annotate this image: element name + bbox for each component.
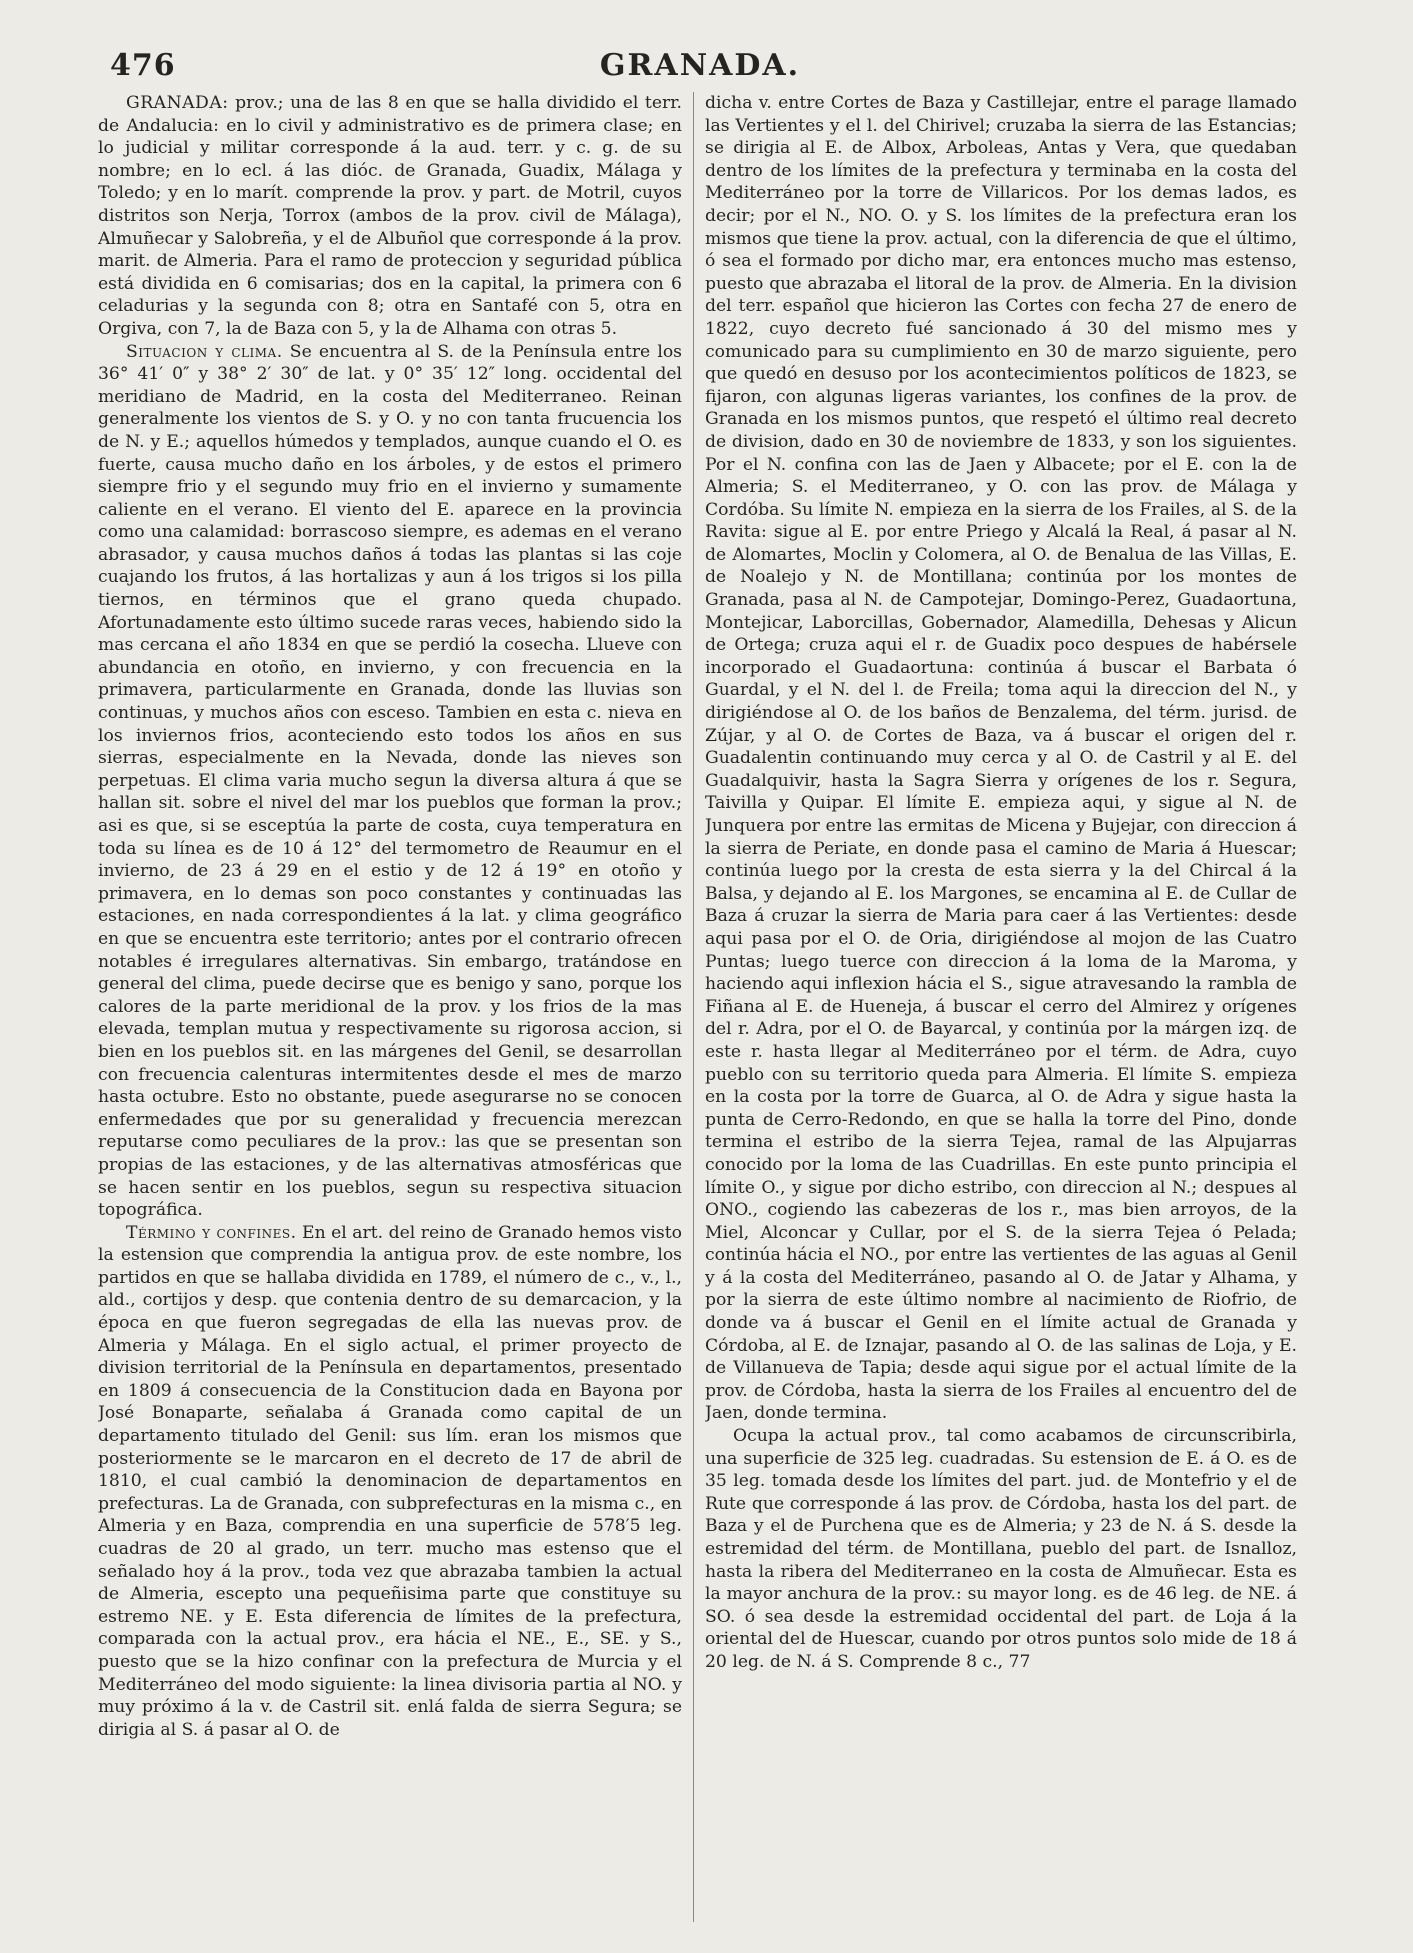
- paragraph-termino: [98, 1222, 682, 1742]
- paragraph-text: Se encuentra al S. de la Península entre los 36° 41′ 0″ y 38° 2′ 30″ de lat. y 0° 35′ 12″ long. occidental del meridiano de Madrid, en la costa del Mediterraneo. Reinan generalmente los vientos de S. y O. y no con tanta frucuencia los de N. y E.; aquellos húmedos y templados, aunque cuando el O. es fuerte, causa mucho daño en los árboles, y de estos el primero siempre frio y el segundo muy frio en el invierno y sumamente caliente en el verano. El viento del E. aparece en la provincia como una calamidad: borrascoso siempre, es ademas en el verano abrasador, y causa muchos daños á todas las plantas si las coje cuajando los frutos, á las hortalizas y aun á los trigos si los pilla tiernos, en términos que el grano queda chupado. Afortunadamente esto último sucede raras veces, habiendo sido la mas cercana el año 1834 en que se perdió la cosecha. Llueve con abundancia en otoño, en invierno, y con frecuencia en la primavera, particularmente en Granada, donde las lluvias son continuas, y muchos años con esceso. Tambien en esta c. nieva en los inviernos frios, aconteciendo esto todos los años en sus sierras, especialmente en la Nevada, donde las nieves son perpetuas. El clima varia mucho segun la diversa altura á que se hallan sit. sobre el nivel del mar los pueblos que forman la prov.; asi es que, si se esceptúa la parte de costa, cuya temperatura en toda su línea es de 10 á 12° del termometro de Reaumur en el invierno, de 23 á 29 en el estio y de 12 á 19° en otoño y primavera, en lo demas son poco constantes y continuadas las estaciones, en nada correspondientes á la lat. y clima geográfico en que se encuentra este territorio; antes por el contrario ofrecen notables é irregulares alternativas. Sin embargo, tratándose en general del clima, puede decirse que es benigo y sano, porque los calores de la parte meridional de la prov. y los frios de la mas elevada, templan mutua y respectivamente su rigorosa accion, si bien en los pueblos sit. en las márgenes del Genil, se desarrollan con frecuencia calenturas intermitentes desde el mes de marzo hasta octubre. Esto no obstante, puede asegurarse no se conocen enfermedades que por su generalidad y frecuencia merezcan reputarse como peculiares de la prov.: las que se presentan son propias de las estaciones, y de las alternativas atmosféricas que se hacen sentir en los pueblos, segun su respectiva situacion topográfica.: [98, 341, 682, 1221]
- page-header: [110, 48, 1290, 88]
- paragraph-text: prov.; una de las 8 en que se halla dividido el terr. de Andalucia: en lo civil y administrativo es de primera clase; en lo judicial y militar corresponde á la aud. terr. y c. g. de su nombre; en lo ecl. á las dióc. de Granada, Guadix, Málaga y Toledo; y en lo marít. comprende la prov. y part. de Motril, cuyos distritos son Nerja, Torrox (ambos de la prov. civil de Málaga), Almuñecar y Salobreña, y el de Albuñol que corresponde á la prov. marit. de Almeria. Para el ramo de proteccion y seguridad pública está dividida en 6 comisarias; dos en la capital, la primera con 6 celadurias y la segunda con 8; otra en Santafé con 5, otra en Orgiva, con 7, la de Baza con 5, y la de Alhama con otras 5.: [98, 93, 682, 339]
- right-column: [705, 92, 1297, 1932]
- page-number: 476: [110, 48, 176, 83]
- paragraph-situacion: [98, 341, 682, 1222]
- paragraph-ocupa: Ocupa la actual prov., tal como acabamos de circunscribirla, una superficie de 325 leg. cuadradas. Su estension de E. á O. es de 35 leg. tomada desde los límites del part. jud. de Montefrio y el de Rute que corresponde á las prov. de Córdoba, hasta los del part. de Baza y el de Purchena que es de Almeria; y 23 de N. á S. desde la estremidad del térm. de Montillana, pueblo del part. de Isnalloz, hasta la ribera del Mediterraneo en la costa de Almuñecar. Esta es la mayor anchura de la prov.: su mayor long. es de 46 leg. de NE. á SO. ó sea desde la estremidad occidental del part. de Loja á la oriental del de Huescar, cuando por otros puntos solo mide de 18 á 20 leg. de N. á S. Comprende 8 c., 77: [705, 1426, 1297, 1672]
- page-title: GRANADA.: [599, 48, 801, 83]
- section-heading: Término y confines.: [126, 1222, 297, 1243]
- column-divider: [693, 92, 694, 1922]
- paragraph-continued: dicha v. entre Cortes de Baza y Castillejar, entre el parage llamado las Vertientes y el l. del Chirivel; cruzaba la sierra de las Estancias; se dirigia al E. de Albox, Arboleas, Antas y Vera, que quedaban dentro de los límites de la prefectura y terminaba en la costa del Mediterráneo por la torre de Villaricos. Por los demas lados, es decir; por el N., NO. O. y S. los límites de la prefectura eran los mismos que tiene la prov. actual, con la diferencia de que el último, ó sea el formado por dicho mar, era entonces mucho mas estenso, puesto que abrazaba el litoral de la prov. de Almeria. En la division del terr. español que hicieron las Cortes con fecha 27 de enero de 1822, cuyo decreto fué sancionado á 30 del mismo mes y comunicado para su cumplimiento en 30 de marzo siguiente, pero que quedó en desuso por los acontecimientos políticos de 1823, se fijaron, con algunas ligeras variantes, los confines de la prov. de Granada en los mismos puntos, que respetó el último real decreto de division, dado en 30 de noviembre de 1833, y son los siguientes. Por el N. confina con las de Jaen y Albacete; por el E. con la de Almeria; S. el Mediterraneo, y O. con las prov. de Málaga y Cordóba. Su límite N. empieza en la sierra de los Frailes, al S. de la Ravita: sigue al E. por entre Priego y Alcalá la Real, á pasar al N. de Alomartes, Moclin y Colomera, al O. de Benalua de las Villas, E. de Noalejo y N. de Montillana; continúa por los montes de Granada, pasa al N. de Campotejar, Domingo-Perez, Guadaortuna, Montejicar, Laborcillas, Gobernador, Alamedilla, Dehesas y Alicun de Ortega; cruza aqui el r. de Guadix poco despues de habérsele incorporado el Guadaortuna: continúa á buscar el Barbata ó Guardal, y el N. del l. de Freila; toma aqui la direccion del N., y dirigiéndose al O. de los baños de Benzalema, del térm. jurisd. de Zújar, y al O. de Cortes de Baza, va á buscar el origen del r. Guadalentin continuando muy cerca y al O. de Castril y al E. del Guadalquivir, hasta la Sagra Sierra y orígenes de los r. Segura, Taivilla y Quipar. El límite E. empieza aqui, y sigue al N. de Junquera por entre las ermitas de Micena y Bujejar, con direccion á la sierra de Periate, en donde pasa el camino de Maria á Huescar; continúa luego por la cresta de esta sierra y la del Chircal á la Balsa, y dejando al E. los Margones, se encamina al E. de Cullar de Baza á cruzar la sierra de Maria para caer á las Vertientes: desde aqui pasa por el O. de Oria, dirigiéndose al mojon de las Cuatro Puntas; luego tuerce con direccion á la loma de la Maroma, y haciendo aqui inflexion hácia el S., sigue atravesando la rambla de Fiñana al E. de Hueneja, á buscar el cerro del Almirez y orígenes del r. Adra, por el O. de Bayarcal, y continúa por la márgen izq. de este r. hasta llegar al Mediterráneo por el térm. de Adra, cuyo pueblo con su territorio queda para Almeria. El límite S. empieza en la costa por la torre de Guarca, al O. de Adra y sigue hasta la punta de Cerro-Redondo, en que se halla la torre del Pino, donde termina el estribo de la sierra Tejea, ramal de las Alpujarras conocido por la loma de las Cuadrillas. En este punto principia el límite O., y sigue por dicho estribo, con direccion al N.; despues al ONO., cogiendo las cabezeras de los r., mas bien arroyos, de la Miel, Alconcar y Cullar, por el S. de la sierra Tejea ó Pelada; continúa hácia el NO., por entre las vertientes de las aguas al Genil y á la costa del Mediterráneo, pasando al O. de Jatar y Alhama, y por la sierra de este último nombre al nacimiento de Riofrio, de donde va á buscar el Genil en el límite actual de Granada y Córdoba, al E. de Iznajar, pasando al O. de las salinas de Loja, y E. de Villanueva de Tapia; desde aqui sigue por el actual límite de la prov. de Córdoba, hasta la sierra de los Frailes al encuentro del de Jaen, donde termina.: [705, 93, 1297, 1424]
- paragraph-intro: [98, 92, 682, 341]
- entry-heading: GRANADA:: [126, 93, 229, 113]
- section-heading: Situacion y clima.: [126, 341, 283, 362]
- paragraph-text: En el art. del reino de Granado hemos visto la estension que comprendia la antigua prov. de este nombre, los partidos en que se hallaba dividida en 1789, el número de c., v., l., ald., cortijos y desp. que contenia dentro de su demarcacion, y la época en que fueron segregadas de ella las nuevas prov. de Almeria y Málaga. En el siglo actual, el primer proyecto de division territorial de la Península en departamentos, presentado en 1809 á consecuencia de la Constitucion dada en Bayona por José Bonaparte, señalaba á Granada como capital de un departamento titulado del Genil: sus lím. eran los mismos que posteriormente se le marcaron en el decreto de 17 de abril de 1810, el cual cambió la denominacion de departamentos en prefecturas. La de Granada, con subprefecturas en la misma c., en Almeria y en Baza, comprendia en una superficie de 578′5 leg. cuadras de 20 al grado, un terr. mucho mas estenso que el señalado hoy á la prov., toda vez que abrazaba tambien la actual de Almeria, escepto una pequeñisima parte que constituye su estremo NE. y E. Esta diferencia de límites de la prefectura, comparada con la actual prov., era hácia el NE., E., SE. y S., puesto que se la hizo confinar con la prefectura de Murcia y el Mediterráneo del modo siguiente: la linea divisoria partia al NO. y muy próximo á la v. de Castril sit. enlá falda de sierra Segura; se dirigia al S. á pasar al O. de: [98, 1222, 682, 1740]
- left-column: [98, 92, 682, 1932]
